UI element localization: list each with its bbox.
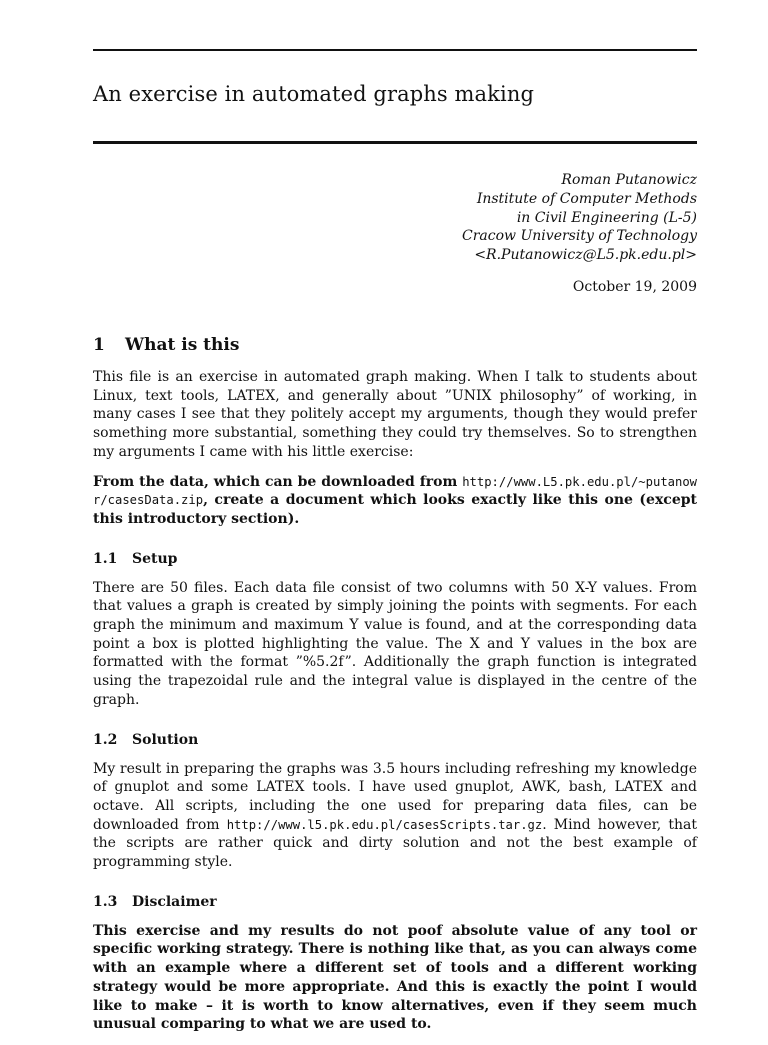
- subsection-number: 1.2: [93, 731, 118, 748]
- subsection-title: Solution: [132, 731, 199, 748]
- section-heading-what-is-this: [93, 334, 697, 356]
- subsection-heading-setup: [93, 550, 697, 568]
- subsection-number: 1.3: [93, 893, 118, 910]
- scripts-download-link[interactable]: http://www.l5.pk.edu.pl/casesScripts.tar.gz: [226, 817, 543, 832]
- subsection-heading-disclaimer: [93, 893, 697, 911]
- subsection-title: Disclaimer: [132, 893, 217, 910]
- section-number: 1: [93, 335, 105, 355]
- task-paragraph: [93, 473, 697, 529]
- author-affiliation-line3: Cracow University of Technology: [462, 228, 697, 245]
- subsection-number: 1.1: [93, 550, 118, 567]
- solution-text-start: My result in preparing the graphs was 3.5 hours including refreshing my knowledge of gnuplot and some LATEX tools. I have used gnuplot, AWK, bash, LATEX and octave. All scripts, including the one used for preparing data files, can be downloaded from: [93, 760, 697, 833]
- section-title: What is this: [125, 335, 240, 355]
- title-top-rule: [93, 49, 697, 51]
- author-affiliation-line1: Institute of Computer Methods: [476, 190, 697, 207]
- setup-paragraph: There are 50 files. Each data file consist of two columns with 50 X-Y values. From that values a graph is created by simply joining the points with segments. For each graph the minimum and maximum Y value is found, and at the corresponding data point a box is plotted highlighting the value. The X and Y values in the box are formatted with the format ”%5.2f”. Additionally the graph function is integrated using the trapezoidal rule and the integral value is displayed in the centre of the graph.: [93, 579, 697, 708]
- author-block: [462, 171, 697, 265]
- solution-paragraph: [93, 760, 697, 872]
- task-text-end: , create a document which looks exactly like this one (except this introductory section).: [93, 492, 697, 527]
- intro-paragraph: This file is an exercise in automated graph making. When I talk to students about Linux, text tools, LATEX, and generally about ”UNIX philosophy” of working, in many cases I see that they politely accept my arguments, though they would prefer something more substantial, something they could try themselves. So to strengthen my arguments I came with his little exercise:: [93, 369, 697, 460]
- title-bottom-rule: [93, 141, 697, 144]
- author-email: <R.Putanowicz@L5.pk.edu.pl>: [474, 247, 697, 264]
- solution-text-end: . Mind however, that the scripts are rather quick and dirty solution and not the best example of programming style.: [93, 816, 697, 871]
- task-text-start: From the data, which can be downloaded from: [93, 473, 458, 490]
- subsection-heading-solution: [93, 731, 697, 749]
- author-name: Roman Putanowicz: [561, 172, 697, 188]
- subsection-title: Setup: [132, 550, 178, 567]
- disclaimer-paragraph: This exercise and my results do not poof absolute value of any tool or specific working strategy. There is nothing like that, as you can always come with an example where a different set of tools and a different working strategy would be more appropriate. And this is exactly the point I would like to make – it is worth to know alternatives, even if they seem much unusual comparing to what we are used to.: [93, 922, 697, 1033]
- document-body: [93, 334, 697, 1045]
- document-date: October 19, 2009: [572, 279, 697, 295]
- author-affiliation-line2: in Civil Engineering (L-5): [516, 209, 697, 226]
- document-title: An exercise in automated graphs making: [93, 82, 534, 106]
- data-download-link[interactable]: http://www.L5.pk.edu.pl/~putanowr/casesData.zip: [93, 474, 698, 508]
